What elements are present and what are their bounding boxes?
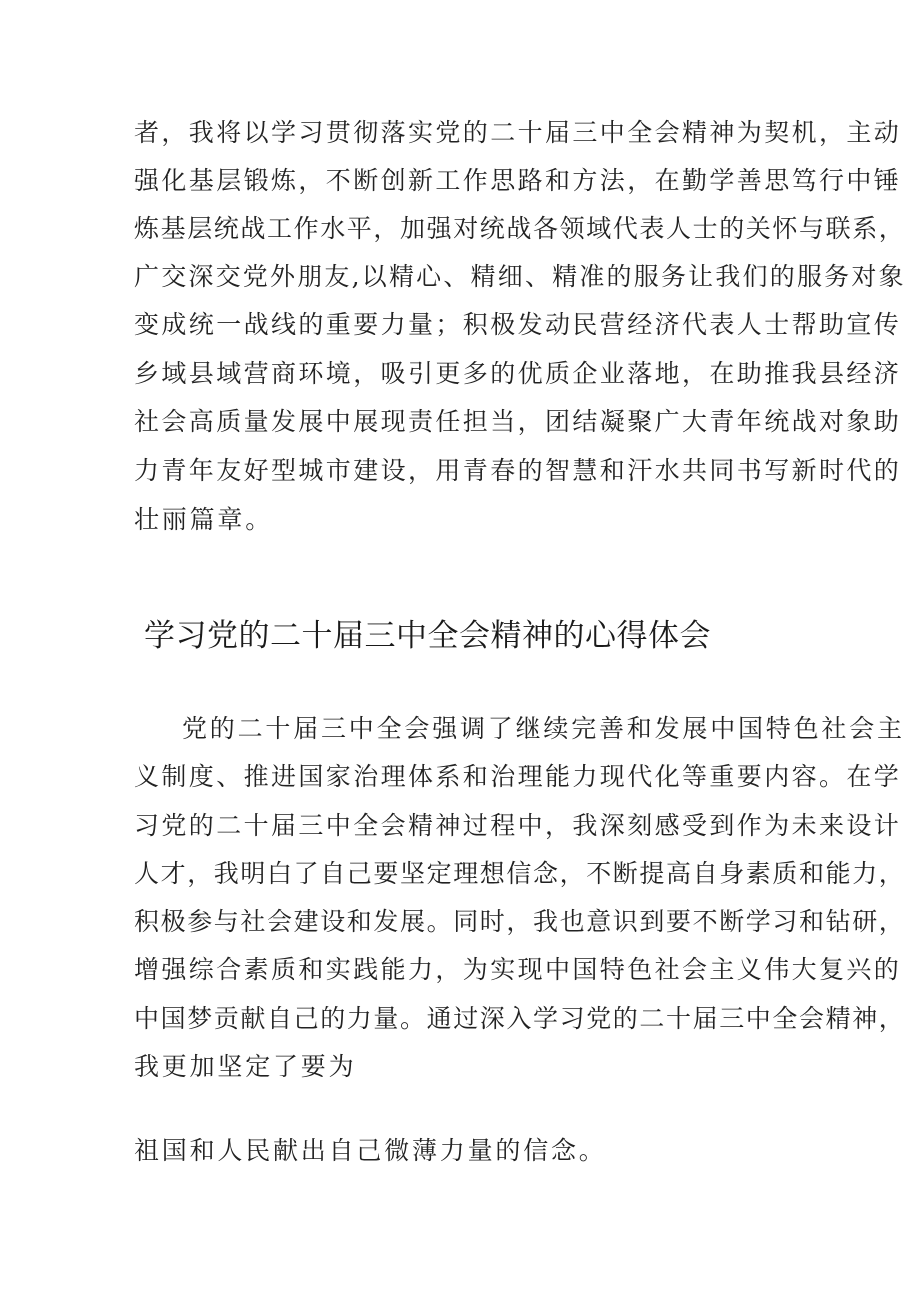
paragraph-line: 社会高质量发展中展现责任担当，团结凝聚广大青年统战对象助 (134, 407, 902, 436)
closing-line: 祖国和人民献出自己微薄力量的信念。 (134, 1136, 607, 1165)
paragraph-line: 者，我将以学习贯彻落实党的二十届三中全会精神为契机，主动 (134, 118, 902, 147)
paragraph-line: 变成统一战线的重要力量；积极发动民营经济代表人士帮助宣传 (134, 310, 902, 339)
paragraph-line: 力青年友好型城市建设，用青春的智慧和汗水共同书写新时代的 (134, 456, 902, 485)
paragraph-line: 广交深交党外朋友,以精心、精细、精准的服务让我们的服务对象 (134, 262, 906, 291)
section-heading: 学习党的二十届三中全会精神的心得体会 (144, 618, 711, 654)
paragraph-line: 习党的二十届三中全会精神过程中，我深刻感受到作为未来设计 (134, 811, 902, 840)
paragraph-line: 义制度、推进国家治理体系和治理能力现代化等重要内容。在学 (134, 762, 902, 791)
paragraph-line: 增强综合素质和实践能力，为实现中国特色社会主义伟大复兴的 (134, 955, 902, 984)
paragraph-line: 炼基层统战工作水平，加强对统战各领域代表人士的关怀与联系， (134, 214, 906, 243)
paragraph-line: 人才，我明白了自己要坚定理想信念，不断提高自身素质和能力， (134, 859, 906, 888)
paragraph-line: 党的二十届三中全会强调了继续完善和发展中国特色社会主 (182, 714, 905, 743)
paragraph-line: 我更加坚定了要为 (134, 1052, 357, 1081)
paragraph-line: 壮丽篇章。 (134, 505, 274, 534)
paragraph-line: 强化基层锻炼，不断创新工作思路和方法，在勤学善思笃行中锤 (134, 166, 902, 195)
paragraph-line: 乡域县域营商环境，吸引更多的优质企业落地，在助推我县经济 (134, 359, 902, 388)
paragraph-line: 积极参与社会建设和发展。同时，我也意识到要不断学习和钻研， (134, 907, 906, 936)
paragraph-line: 中国梦贡献自己的力量。通过深入学习党的二十届三中全会精神， (134, 1004, 906, 1033)
